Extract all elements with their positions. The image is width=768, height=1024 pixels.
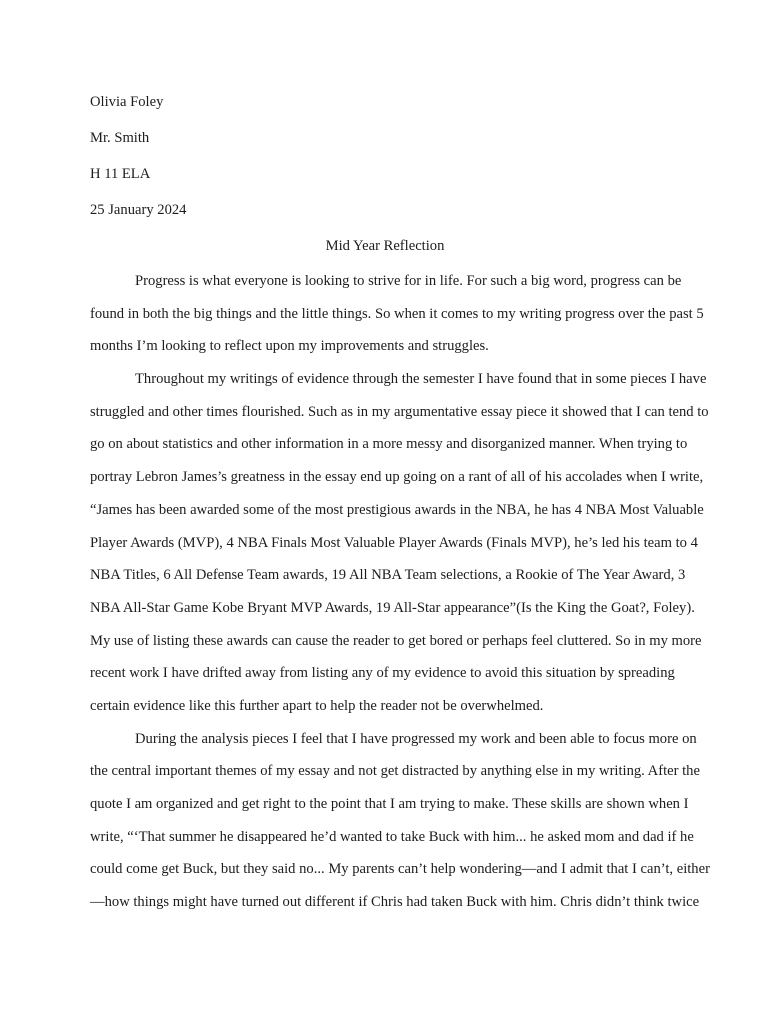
text-line: “James has been awarded some of the most prestigious awards in the NBA, he has 4 NBA Most Valuable	[90, 501, 704, 518]
paragraph-analysis	[90, 723, 710, 919]
text-line: NBA Titles, 6 All Defense Team awards, 19 All NBA Team selections, a Rookie of The Year Award, 3	[90, 567, 686, 584]
text-line: Throughout my writings of evidence through the semester I have found that in some pieces I have	[135, 371, 707, 388]
text-line: the central important themes of my essay and not get distracted by anything else in my writing. After the	[90, 763, 700, 780]
text-line: NBA All-Star Game Kobe Bryant MVP Awards, 19 All-Star appearance”(Is the King the Goat?, Foley).	[90, 599, 695, 616]
text-line: During the analysis pieces I feel that I have progressed my work and been able to focus more on	[135, 730, 697, 747]
essay-date: 25 January 2024	[90, 202, 187, 218]
text-line: portray Lebron James’s greatness in the essay end up going on a rant of all of his accolades when I write,	[90, 469, 704, 486]
text-line: certain evidence like this further apart to help the reader not be overwhelmed.	[90, 697, 544, 714]
mla-heading	[90, 86, 680, 230]
teacher-name: Mr. Smith	[90, 130, 150, 146]
text-line: write, “‘That summer he disappeared he’d wanted to take Buck with him... he asked mom and dad if he	[90, 828, 694, 845]
student-name: Olivia Foley	[90, 94, 164, 110]
essay-content	[90, 86, 710, 919]
essay-title: Mid Year Reflection	[325, 238, 445, 254]
text-line: go on about statistics and other information in a more messy and disorganized manner. When trying to	[90, 436, 688, 453]
text-line: struggled and other times flourished. Such as in my argumentative essay piece it showed that I can tend to	[90, 403, 709, 420]
text-line: —how things might have turned out different if Chris had taken Buck with him. Chris didn’t think twice	[90, 894, 700, 911]
text-line: Player Awards (MVP), 4 NBA Finals Most Valuable Player Awards (Finals MVP), he’s led his team to 4	[90, 534, 698, 551]
text-line: found in both the big things and the little things. So when it comes to my writing progress over the past 5	[90, 305, 704, 322]
text-line: Progress is what everyone is looking to strive for in life. For such a big word, progress can be	[135, 273, 682, 289]
text-line: recent work I have drifted away from listing any of my evidence to avoid this situation by spreading	[90, 665, 675, 682]
text-line: could come get Buck, but they said no... My parents can’t help wondering—and I admit that I can’t, either	[90, 861, 710, 878]
text-line: My use of listing these awards can cause the reader to get bored or perhaps feel cluttered. So in my more	[90, 632, 702, 649]
paragraph-evidence	[90, 363, 709, 723]
paragraph-introduction	[90, 265, 704, 363]
text-line: quote I am organized and get right to the point that I am trying to make. These skills are shown when I	[90, 796, 689, 812]
text-line: months I’m looking to reflect upon my improvements and struggles.	[90, 338, 489, 355]
course-name: H 11 ELA	[90, 166, 151, 182]
